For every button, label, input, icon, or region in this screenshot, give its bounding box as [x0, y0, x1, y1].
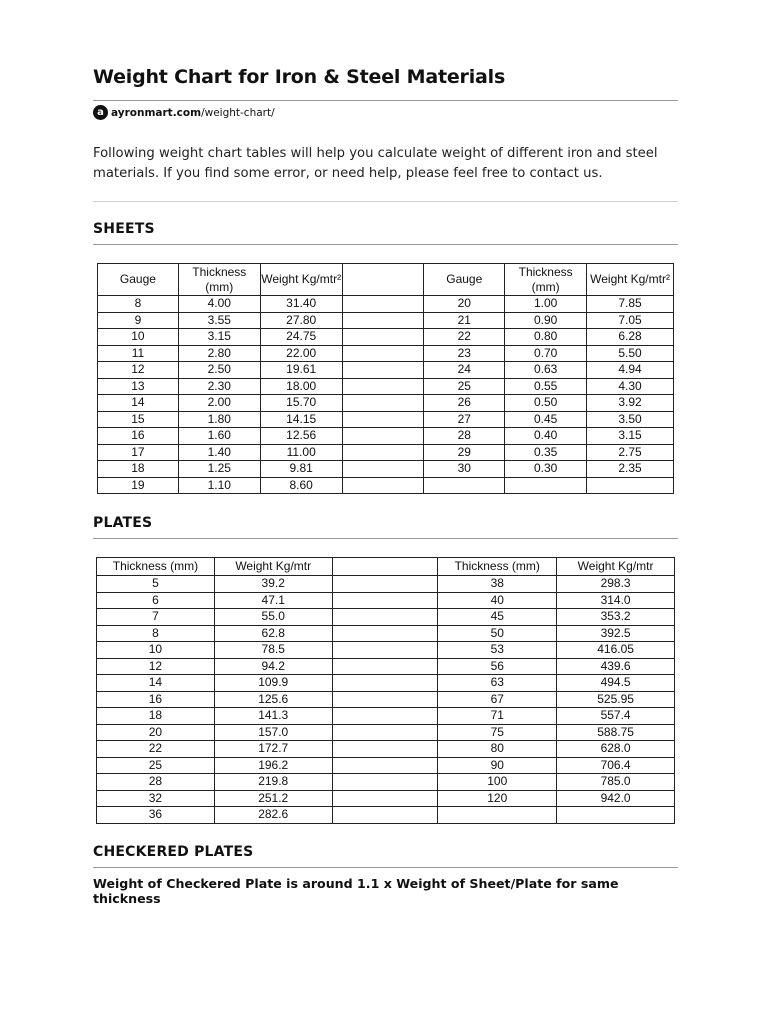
plates-heading: PLATES [93, 515, 153, 531]
sheets-row [98, 477, 674, 494]
plates-cell: 100 [438, 774, 557, 791]
sheets-cell: 14.15 [260, 411, 342, 428]
sheets-cell: 15 [98, 411, 179, 428]
plates-row [97, 658, 675, 675]
plates-cell: 62.8 [214, 625, 332, 642]
sheets-header-cell: Gauge [98, 264, 179, 296]
plates-cell: 22 [97, 741, 215, 758]
sheets-heading: SHEETS [93, 221, 155, 237]
plates-cell [557, 807, 675, 824]
sheets-cell: 0.30 [505, 461, 587, 478]
plates-cell [332, 675, 438, 692]
sheets-cell [342, 378, 424, 395]
plates-cell: 392.5 [557, 625, 675, 642]
sheets-cell [342, 477, 424, 494]
plates-cell: 47.1 [214, 592, 332, 609]
sheets-cell: 8 [98, 296, 179, 313]
plates-cell [332, 774, 438, 791]
sheets-cell [342, 329, 424, 346]
plates-cell [332, 790, 438, 807]
sheets-cell: 20 [424, 296, 505, 313]
plates-cell: 20 [97, 724, 215, 741]
plates-divider [93, 538, 678, 539]
sheets-row [98, 428, 674, 445]
sheets-row [98, 461, 674, 478]
sheets-cell: 1.40 [178, 444, 260, 461]
sheets-cell: 4.94 [587, 362, 674, 379]
plates-cell: 18 [97, 708, 215, 725]
sheets-cell [587, 477, 674, 494]
sheets-cell: 0.45 [505, 411, 587, 428]
plates-cell: 75 [438, 724, 557, 741]
plates-table [96, 557, 675, 824]
sheets-cell: 0.80 [505, 329, 587, 346]
plates-cell: 628.0 [557, 741, 675, 758]
plates-cell: 25 [97, 757, 215, 774]
plates-cell: 45 [438, 609, 557, 626]
sheets-cell [342, 395, 424, 412]
plates-cell [332, 708, 438, 725]
plates-cell [332, 658, 438, 675]
sheets-cell [342, 428, 424, 445]
plates-cell: 63 [438, 675, 557, 692]
plates-row [97, 691, 675, 708]
sheets-cell: 7.05 [587, 312, 674, 329]
plates-cell: 7 [97, 609, 215, 626]
plates-row [97, 675, 675, 692]
plates-header-cell: Thickness (mm) [438, 558, 557, 576]
plates-cell: 219.8 [214, 774, 332, 791]
sheets-cell [505, 477, 587, 494]
plates-header-cell: Weight Kg/mtr [214, 558, 332, 576]
sheets-cell: 31.40 [260, 296, 342, 313]
sheets-cell: 11 [98, 345, 179, 362]
plates-row [97, 642, 675, 659]
plates-row [97, 774, 675, 791]
sheets-header-cell: Weight Kg/mtr² [260, 264, 342, 296]
plates-cell: 32 [97, 790, 215, 807]
plates-cell [332, 807, 438, 824]
sheets-cell: 2.00 [178, 395, 260, 412]
plates-cell [438, 807, 557, 824]
sheets-cell [342, 411, 424, 428]
sheets-header-cell [342, 264, 424, 296]
plates-cell: 14 [97, 675, 215, 692]
sheets-cell: 19.61 [260, 362, 342, 379]
sheets-cell: 2.75 [587, 444, 674, 461]
plates-row [97, 790, 675, 807]
plates-cell: 557.4 [557, 708, 675, 725]
plates-cell: 416.05 [557, 642, 675, 659]
sheets-cell: 0.35 [505, 444, 587, 461]
sheets-cell [424, 477, 505, 494]
sheets-cell: 0.50 [505, 395, 587, 412]
sheets-cell: 23 [424, 345, 505, 362]
sheets-cell: 4.00 [178, 296, 260, 313]
checkered-plates-note: Weight of Checkered Plate is around 1.1 x Weight of Sheet/Plate for same thickness [93, 876, 619, 906]
sheets-cell: 12.56 [260, 428, 342, 445]
sheets-cell: 3.55 [178, 312, 260, 329]
plates-row [97, 741, 675, 758]
plates-cell: 353.2 [557, 609, 675, 626]
plates-cell [332, 757, 438, 774]
plates-cell: 157.0 [214, 724, 332, 741]
plates-cell: 942.0 [557, 790, 675, 807]
plates-cell: 314.0 [557, 592, 675, 609]
sheets-cell [342, 461, 424, 478]
sheets-cell: 17 [98, 444, 179, 461]
sheets-row [98, 411, 674, 428]
sheets-cell [342, 444, 424, 461]
sheets-header-cell: Weight Kg/mtr² [587, 264, 674, 296]
sheets-cell: 6.28 [587, 329, 674, 346]
ayronmart-logo-icon: a [93, 105, 108, 120]
plates-cell: 36 [97, 807, 215, 824]
sheets-cell: 0.40 [505, 428, 587, 445]
sheets-cell: 8.60 [260, 477, 342, 494]
sheets-cell: 0.70 [505, 345, 587, 362]
checkered-divider [93, 867, 678, 868]
sheets-divider [93, 244, 678, 245]
sheets-cell: 29 [424, 444, 505, 461]
sheets-cell: 11.00 [260, 444, 342, 461]
plates-cell: 39.2 [214, 576, 332, 593]
plates-cell [332, 592, 438, 609]
sheets-header-cell: Thickness (mm) [505, 264, 587, 296]
plates-header-cell: Weight Kg/mtr [557, 558, 675, 576]
plates-cell: 10 [97, 642, 215, 659]
intro-divider [93, 201, 678, 202]
sheets-cell: 9.81 [260, 461, 342, 478]
plates-cell: 28 [97, 774, 215, 791]
sheets-cell: 2.50 [178, 362, 260, 379]
plates-cell [332, 625, 438, 642]
plates-cell: 172.7 [214, 741, 332, 758]
sheets-cell: 24.75 [260, 329, 342, 346]
plates-cell: 94.2 [214, 658, 332, 675]
sheets-row [98, 345, 674, 362]
sheets-row [98, 312, 674, 329]
title-divider [93, 100, 678, 101]
sheets-cell: 30 [424, 461, 505, 478]
sheets-cell: 2.30 [178, 378, 260, 395]
checkered-plates-heading: CHECKERED PLATES [93, 844, 254, 860]
sheets-cell: 3.15 [178, 329, 260, 346]
sheets-cell [342, 345, 424, 362]
sheets-cell: 1.60 [178, 428, 260, 445]
plates-row [97, 576, 675, 593]
plates-cell: 141.3 [214, 708, 332, 725]
plates-cell: 109.9 [214, 675, 332, 692]
sheets-cell: 0.90 [505, 312, 587, 329]
sheets-header-cell: Thickness (mm) [178, 264, 260, 296]
plates-cell: 80 [438, 741, 557, 758]
sheets-cell: 16 [98, 428, 179, 445]
sheets-cell [342, 362, 424, 379]
plates-cell: 251.2 [214, 790, 332, 807]
sheets-row [98, 329, 674, 346]
plates-cell: 298.3 [557, 576, 675, 593]
plates-cell: 71 [438, 708, 557, 725]
plates-cell: 8 [97, 625, 215, 642]
sheets-cell: 18.00 [260, 378, 342, 395]
sheets-cell: 25 [424, 378, 505, 395]
sheets-cell: 4.30 [587, 378, 674, 395]
sheets-cell: 21 [424, 312, 505, 329]
page-title: Weight Chart for Iron & Steel Materials [93, 66, 506, 88]
sheets-cell: 3.50 [587, 411, 674, 428]
plates-cell: 282.6 [214, 807, 332, 824]
sheets-cell: 18 [98, 461, 179, 478]
plates-cell: 525.95 [557, 691, 675, 708]
sheets-cell: 27.80 [260, 312, 342, 329]
plates-header-cell [332, 558, 438, 576]
sheets-row [98, 362, 674, 379]
plates-cell: 56 [438, 658, 557, 675]
plates-cell [332, 724, 438, 741]
sheets-row [98, 378, 674, 395]
sheets-cell: 22 [424, 329, 505, 346]
sheets-row [98, 296, 674, 313]
sheets-cell: 22.00 [260, 345, 342, 362]
source-path[interactable]: /weight-chart/ [201, 106, 275, 119]
sheets-row [98, 395, 674, 412]
source-line [93, 105, 275, 120]
sheets-cell: 26 [424, 395, 505, 412]
sheets-cell: 1.80 [178, 411, 260, 428]
sheets-cell: 15.70 [260, 395, 342, 412]
plates-cell: 67 [438, 691, 557, 708]
plates-cell: 90 [438, 757, 557, 774]
sheets-cell: 1.00 [505, 296, 587, 313]
plates-cell: 5 [97, 576, 215, 593]
sheets-header-cell: Gauge [424, 264, 505, 296]
sheets-cell [342, 296, 424, 313]
plates-row [97, 625, 675, 642]
plates-cell: 588.75 [557, 724, 675, 741]
plates-cell [332, 609, 438, 626]
sheets-cell: 3.15 [587, 428, 674, 445]
sheets-cell: 3.92 [587, 395, 674, 412]
sheets-cell: 2.35 [587, 461, 674, 478]
plates-cell: 706.4 [557, 757, 675, 774]
plates-cell: 785.0 [557, 774, 675, 791]
plates-cell: 78.5 [214, 642, 332, 659]
sheets-cell: 7.85 [587, 296, 674, 313]
plates-cell: 494.5 [557, 675, 675, 692]
sheets-table [97, 263, 674, 494]
sheets-cell: 0.63 [505, 362, 587, 379]
plates-row [97, 609, 675, 626]
sheets-cell [342, 312, 424, 329]
plates-cell [332, 691, 438, 708]
plates-row [97, 757, 675, 774]
sheets-cell: 24 [424, 362, 505, 379]
sheets-cell: 5.50 [587, 345, 674, 362]
plates-cell: 125.6 [214, 691, 332, 708]
sheets-cell: 14 [98, 395, 179, 412]
plates-cell [332, 741, 438, 758]
plates-cell: 53 [438, 642, 557, 659]
source-domain[interactable]: ayronmart.com [111, 106, 202, 119]
plates-cell: 439.6 [557, 658, 675, 675]
plates-row [97, 807, 675, 824]
sheets-cell: 1.25 [178, 461, 260, 478]
sheets-cell: 2.80 [178, 345, 260, 362]
plates-cell: 196.2 [214, 757, 332, 774]
sheets-cell: 1.10 [178, 477, 260, 494]
sheets-cell: 0.55 [505, 378, 587, 395]
plates-cell: 50 [438, 625, 557, 642]
plates-cell [332, 642, 438, 659]
plates-cell: 38 [438, 576, 557, 593]
plates-row [97, 592, 675, 609]
plates-row [97, 724, 675, 741]
sheets-cell: 9 [98, 312, 179, 329]
sheets-cell: 28 [424, 428, 505, 445]
plates-row [97, 708, 675, 725]
sheets-cell: 19 [98, 477, 179, 494]
plates-cell: 16 [97, 691, 215, 708]
plates-cell: 12 [97, 658, 215, 675]
plates-cell: 6 [97, 592, 215, 609]
plates-cell [332, 576, 438, 593]
sheets-row [98, 444, 674, 461]
plates-header-cell: Thickness (mm) [97, 558, 215, 576]
sheets-cell: 10 [98, 329, 179, 346]
plates-cell: 40 [438, 592, 557, 609]
plates-cell: 55.0 [214, 609, 332, 626]
plates-cell: 120 [438, 790, 557, 807]
intro-paragraph: Following weight chart tables will help you calculate weight of different iron and steel materials. If you find some error, or need help, please feel free to contact us. [93, 146, 658, 181]
sheets-cell: 27 [424, 411, 505, 428]
sheets-cell: 12 [98, 362, 179, 379]
sheets-cell: 13 [98, 378, 179, 395]
